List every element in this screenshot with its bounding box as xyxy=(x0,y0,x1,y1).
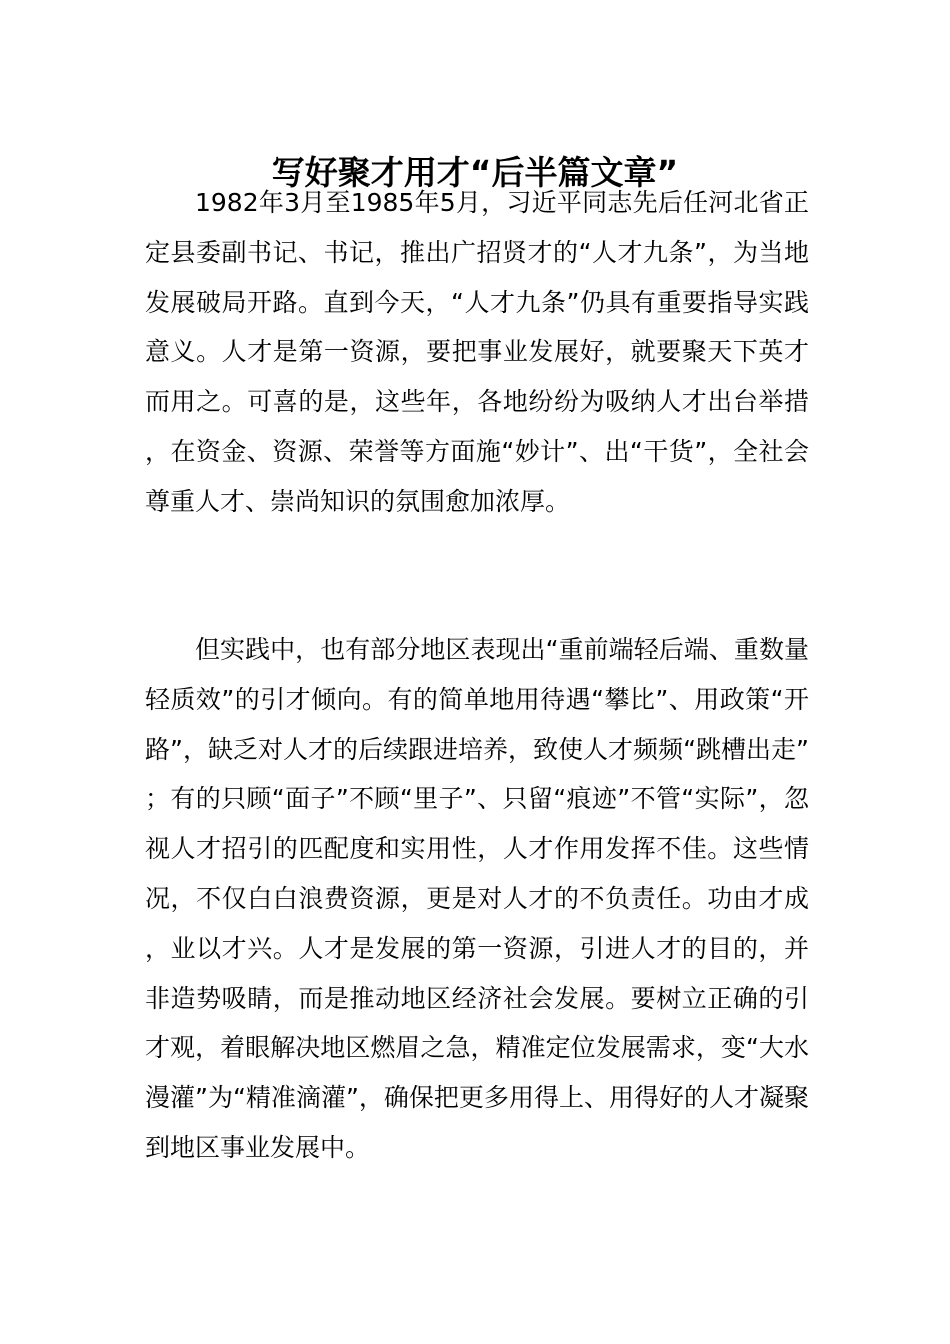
article-title: 写好聚才用才“后半篇文章” xyxy=(271,153,679,193)
paragraph-2: 但实践中，也有部分地区表现出“重前端轻后端、重数量轻质效”的引才倾向。有的简单地用待遇“攀比”、用政策“开路”，缺乏对人才的后续跟进培养，致使人才频频“跳槽出走”；有的只顾“面子”不顾“里子”、只留“痕迹”不管“实际”，忽视人才招引的匹配度和实用性，人才作用发挥不佳。这些情况，不仅白白浪费资源，更是对人才的不负责任。功由才成，业以才兴。人才是发展的第一资源，引进人才的目的，并非造势吸睛，而是推动地区经济社会发展。要树立正确的引才观，着眼解决地区燃眉之急，精准定位发展需求，变“大水漫灌”为“精准滴灌”，确保把更多用得上、用得好的人才凝聚到地区事业发展中。 xyxy=(145,635,809,1162)
paragraph-1: 1982年3月至1985年5月，习近平同志先后任河北省正定县委副书记、书记，推出广招贤才的“人才九条”，为当地发展破局开路。直到今天，“人才九条”仍具有重要指导实践意义。人才是第一资源，要把事业发展好，就要聚天下英才而用之。可喜的是，这些年，各地纷纷为吸纳人才出台举措，在资金、资源、荣誉等方面施“妙计”、出“干货”，全社会尊重人才、崇尚知识的氛围愈加浓厚。 xyxy=(145,188,809,516)
